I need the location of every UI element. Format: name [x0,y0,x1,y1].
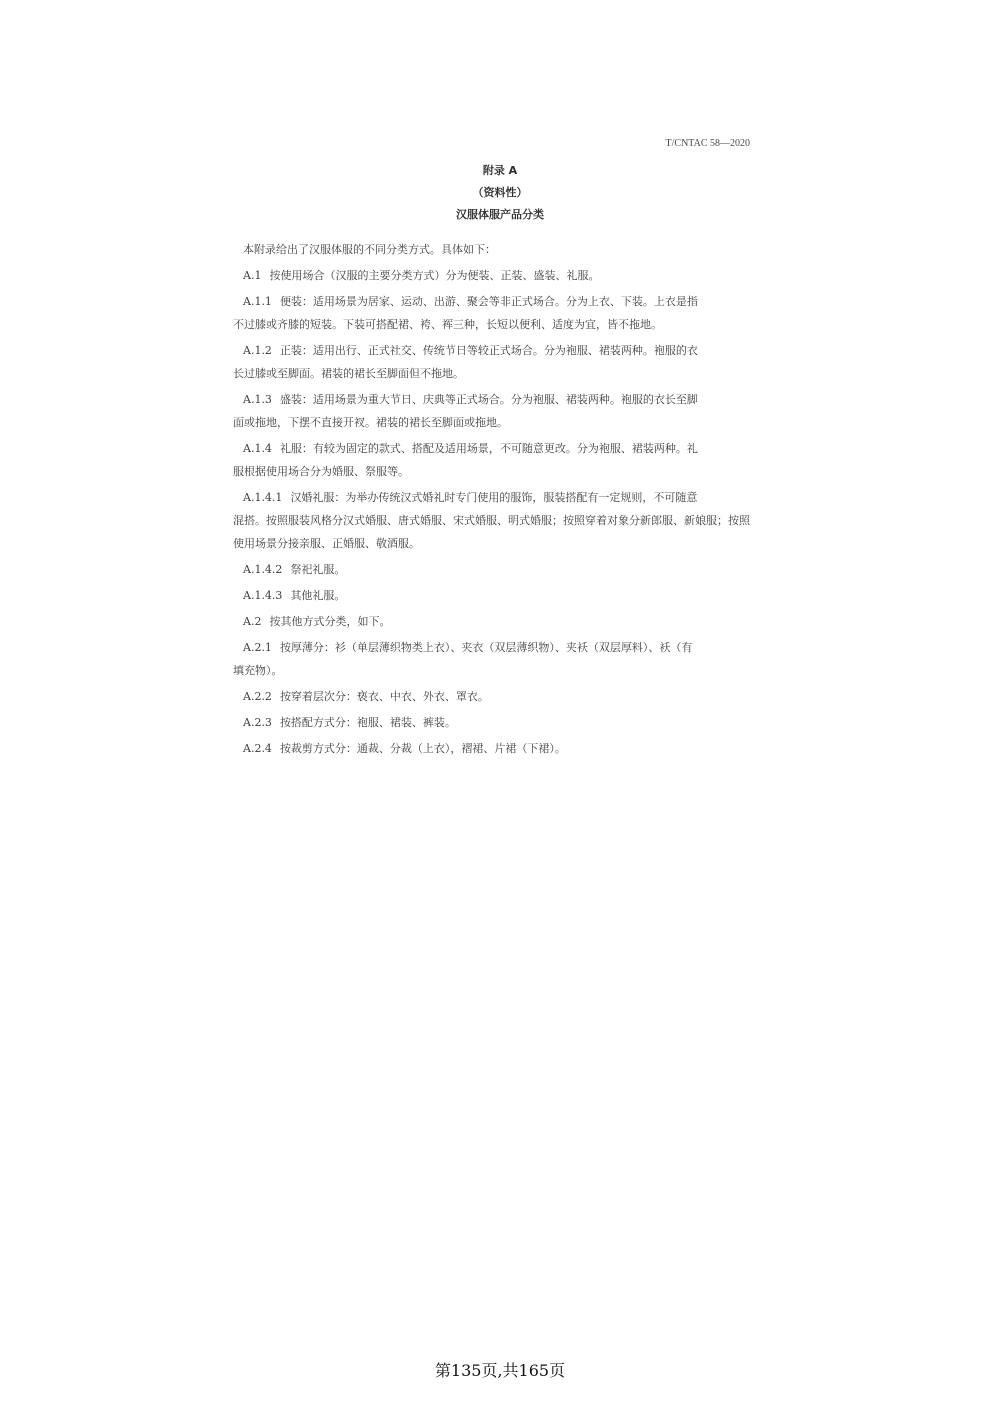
clause-paragraph [233,290,753,336]
clause-text: 按裁剪方式分：通裁、分裁（上衣），褶裙、片裙（下裙）。 [279,742,566,755]
clause-number: A.1.3 [243,393,272,406]
clause-line [243,437,753,460]
clause-text: 按使用场合（汉服的主要分类方式）分为便装、正装、盛装、礼服。 [269,269,600,282]
clause-line [243,264,753,287]
clause-text: 祭祀礼服。 [290,563,346,576]
standard-code: T/CNTAC 58—2020 [665,138,750,149]
clause-number: A.1.1 [243,295,272,308]
clause-paragraph [243,558,753,581]
clause-text: 按穿着层次分：亵衣、中衣、外衣、罩衣。 [279,690,489,703]
clause-number: A.1.2 [243,344,272,357]
clause-text: 其他礼服。 [290,589,346,602]
clause-number: A.2.3 [243,716,272,729]
clause-number: A.1 [243,269,262,282]
clause-text: 汉婚礼服：为举办传统汉式婚礼时专门使用的服饰，服装搭配有一定规则，不可随意 [290,491,698,504]
appendix-body [233,238,753,763]
clause-line [243,558,753,581]
clause-paragraph [233,388,753,434]
clause-line [243,685,753,708]
clause-number: A.1.4.1 [243,491,283,504]
clause-paragraph [243,584,753,607]
clause-text: 正装：适用出行、正式社交、传统节日等较正式场合。分为袍服、裙装两种。袍服的衣 [279,344,698,357]
clause-number: A.2.2 [243,690,272,703]
appendix-title: 汉服体服产品分类 [456,208,544,221]
clause-line [243,238,753,261]
clause-number: A.2 [243,615,262,628]
clause-text: 便装：适用场景为居家、运动、出游、聚会等非正式场合。分为上衣、下装。上衣是指 [279,295,698,308]
clause-paragraph [243,711,753,734]
clause-text: 按其他方式分类，如下。 [269,615,391,628]
clause-text: 按厚薄分：衫（单层薄织物类上衣）、夹衣（双层薄织物）、夹袄（双层厚料）、袄（有 [279,641,693,654]
clause-paragraph [243,238,753,261]
clause-paragraph [233,437,753,483]
clause-continuation: 长过膝或至脚面。裙装的裙长至脚面但不拖地。 [233,367,464,380]
clause-number: A.2.1 [243,641,272,654]
clause-paragraph [243,264,753,287]
clause-line [243,584,753,607]
appendix-title-block [240,160,760,226]
appendix-label: 附录 A [482,164,518,177]
clause-paragraph [233,636,753,682]
clause-number: A.1.4.3 [243,589,283,602]
clause-line [243,486,753,509]
clause-line [243,290,753,313]
clause-continuation: 混搭。按照服装风格分汉式婚服、唐式婚服、宋式婚服、明式婚服；按照穿着对象分新郎服、新娘服；按照使用场景分接亲服、正婚服、敬酒服。 [233,514,750,550]
clause-number: A.1.4.2 [243,563,283,576]
clause-line [243,737,753,760]
clause-line [243,339,753,362]
page-number: 第135页,共165页 [434,1361,566,1380]
clause-text: 本附录给出了汉服体服的不同分类方式。具体如下： [243,243,496,256]
clause-line [243,636,753,659]
clause-text: 盛装：适用场景为重大节日、庆典等正式场合。分为袍服、裙装两种。袍服的衣长至脚 [279,393,698,406]
appendix-nature: （资料性） [472,186,528,199]
clause-paragraph [243,685,753,708]
clause-continuation: 面或拖地，下摆不直接开衩。裙装的裙长至脚面或拖地。 [233,416,508,429]
clause-line [243,610,753,633]
clause-paragraph [233,486,753,555]
clause-continuation: 不过膝或齐膝的短装。下装可搭配裙、袴、裈三种，长短以便利、适度为宜，皆不拖地。 [233,318,662,331]
clause-continuation: 服根据使用场合分为婚服、祭服等。 [233,465,409,478]
clause-number: A.2.4 [243,742,272,755]
clause-text: 礼服：有较为固定的款式、搭配及适用场景，不可随意更改。分为袍服、裙装两种。礼 [279,442,698,455]
clause-continuation: 填充物）。 [233,664,283,677]
clause-number: A.1.4 [243,442,272,455]
clause-line [243,388,753,411]
clause-line [243,711,753,734]
clause-text: 按搭配方式分：袍服、裙装、裤装。 [279,716,456,729]
clause-paragraph [233,339,753,385]
clause-paragraph [243,737,753,760]
clause-paragraph [243,610,753,633]
